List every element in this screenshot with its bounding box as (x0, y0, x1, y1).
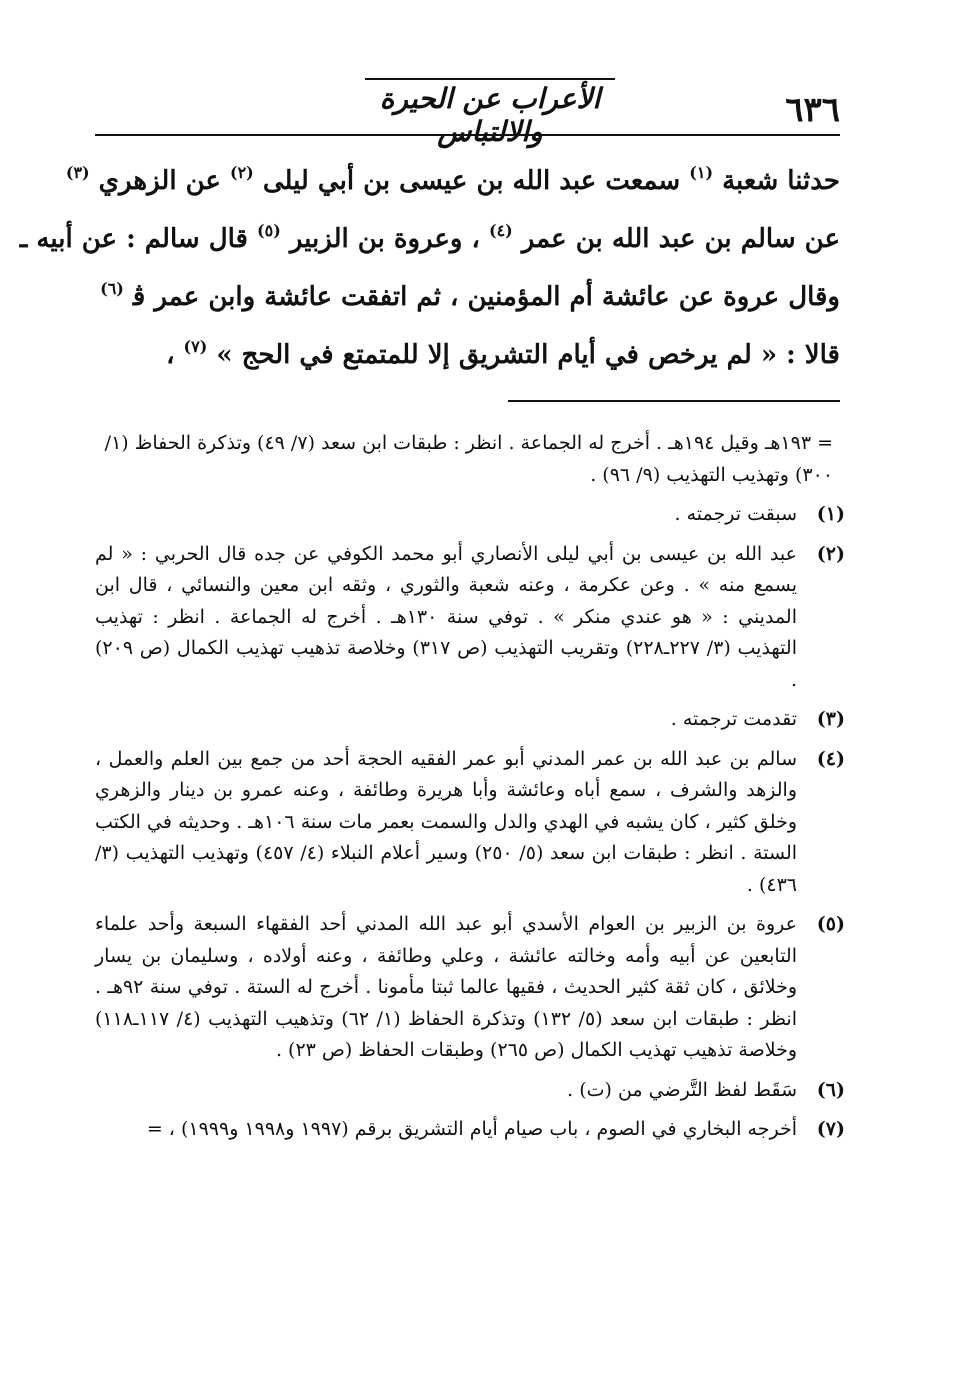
page-header (95, 70, 840, 148)
footnote-ref: (٤) (488, 221, 513, 240)
text-segment: وقال عروة عن عائشة أم المؤمنين ، ثم اتفقت عائشة وابن عمر ﭬ (132, 282, 840, 312)
footnote-4 (95, 744, 845, 902)
footnote-ref: (٧) (183, 337, 208, 356)
text-segment: حدثنا شعبة (722, 166, 840, 196)
footnote-text: أخرجه البخاري في الصوم ، باب صيام أيام التشريق برقم (١٩٩٧ و١٩٩٨ و١٩٩٩) ، = (146, 1118, 797, 1140)
footnotes (95, 428, 845, 1146)
footnote-number: (٤) (816, 747, 845, 770)
footnote-1 (95, 499, 845, 531)
footnote-text: عروة بن الزبير بن العوام الأسدي أبو عبد الله المدني أحد الفقهاء السبعة وأحد علماء التابعين عن أبيه وأمه وخالته عائشة ، وعلي وطائفة ، وعنه أولاده ، وسليمان بن يسار وخلائق ، كان ثقة كثير الحديث ، فقيها عالما ثبتا مأمونا . أخرج له الستة . توفي سنة ٩٢هـ . انظر : طبقات ابن سعد (٥/ ١٣٢) وتذكرة الحفاظ (١/ ٦٢) وتذهيب التهذيب (٤/ ١١٧ـ١١٨) وخلاصة تذهيب تهذيب الكمال (ص ٢٦٥) وطبقات الحفاظ (ص ٢٣) . (95, 913, 798, 1061)
footnote-ref: (٥) (257, 221, 281, 240)
footnote-text: سَقَط لفظ التَّرضي من (ت) . (567, 1078, 797, 1101)
footnote-7 (95, 1114, 845, 1146)
footnote-number: (٣) (816, 708, 845, 730)
footnote-number: (٢) (816, 542, 845, 565)
footnote-number: (٧) (816, 1118, 845, 1140)
text-segment: قالا : « لم يرخص في أيام التشريق إلا للمتمتع في الحج » (216, 340, 840, 370)
footnote-ref: (٣) (65, 163, 90, 182)
footnote-6 (95, 1075, 845, 1107)
main-line (95, 268, 840, 326)
footnote-number: (١) (816, 503, 845, 525)
footnote-text: سبقت ترجمته . (674, 503, 797, 525)
main-line (95, 326, 840, 384)
page-number: ٦٣٦ (785, 90, 840, 130)
text-segment: عن الزهري (98, 166, 221, 196)
footnote-text: سالم بن عبد الله بن عمر المدني أبو عمر الفقيه الحجة أحد من جمع بين العلم والعمل ، والزهد والشرف ، سمع أباه وعائشة وأبا هريرة وطائفة ، وعنه عمرو بن دينار والزهري وخلق كثير ، كان يشبه في الهدي والدل والسمت بعمر مات سنة ١٠٦هـ . وحديثه في الكتب الستة . انظر : طبقات ابن سعد (٥/ ٢٥٠) وسير أعلام النبلاء (٤/ ٤٥٧) وتهذيب التهذيب (٣/ ٤٣٦) . (95, 747, 798, 896)
text-segment: ، (166, 340, 175, 370)
footnote-text: عبد الله بن عيسى بن أبي ليلى الأنصاري أبو محمد الكوفي عن جده قال الحربي : « لم يسمع منه » . وعن عكرمة ، وعنه شعبة والثوري ، وثقه ابن معين والنسائي ، قال ابن المديني : « هو عندي منكر » . توفي سنة ١٣٠هـ . أخرج له الجماعة . انظر : تهذيب التهذيب (٣/ ٢٢٧ـ٢٢٨) وتقريب التهذيب (ص ٣١٧) وخلاصة تذهيب تهذيب الكمال (ص ٢٠٩) . (95, 542, 797, 691)
text-segment: ، وعروة بن الزبير (289, 224, 480, 254)
footnote-5 (95, 909, 845, 1067)
footnote-separator (508, 400, 840, 402)
footnote-ref: (١) (689, 163, 714, 182)
footnote-2 (95, 539, 845, 697)
main-text (19, 152, 840, 384)
text-segment: سمعت عبد الله بن عيسى بن أبي ليلى (262, 166, 681, 196)
text-segment: قال سالم : عن أبيه ـ (19, 224, 248, 254)
footnote-3 (95, 704, 845, 736)
footnote-number: (٦) (816, 1078, 845, 1101)
running-title: الأعراب عن الحيرة والالتباس (345, 82, 635, 148)
footnote-number: (٥) (816, 913, 845, 935)
footnote-ref: (٢) (230, 163, 254, 182)
footnote-continuation: = ١٩٣هـ وقيل ١٩٤هـ . أخرج له الجماعة . انظر : طبقات ابن سعد (٧/ ٤٩) وتذكرة الحفاظ (١/ ٣٠٠) وتهذيب التهذيب (٩/ ٩٦) . (104, 432, 833, 486)
main-line (65, 152, 840, 210)
footnote-text: تقدمت ترجمته . (670, 708, 797, 730)
text-segment: عن سالم بن عبد الله بن عمر (521, 224, 840, 254)
main-line (19, 210, 840, 268)
footnote-ref: (٦) (100, 279, 124, 298)
